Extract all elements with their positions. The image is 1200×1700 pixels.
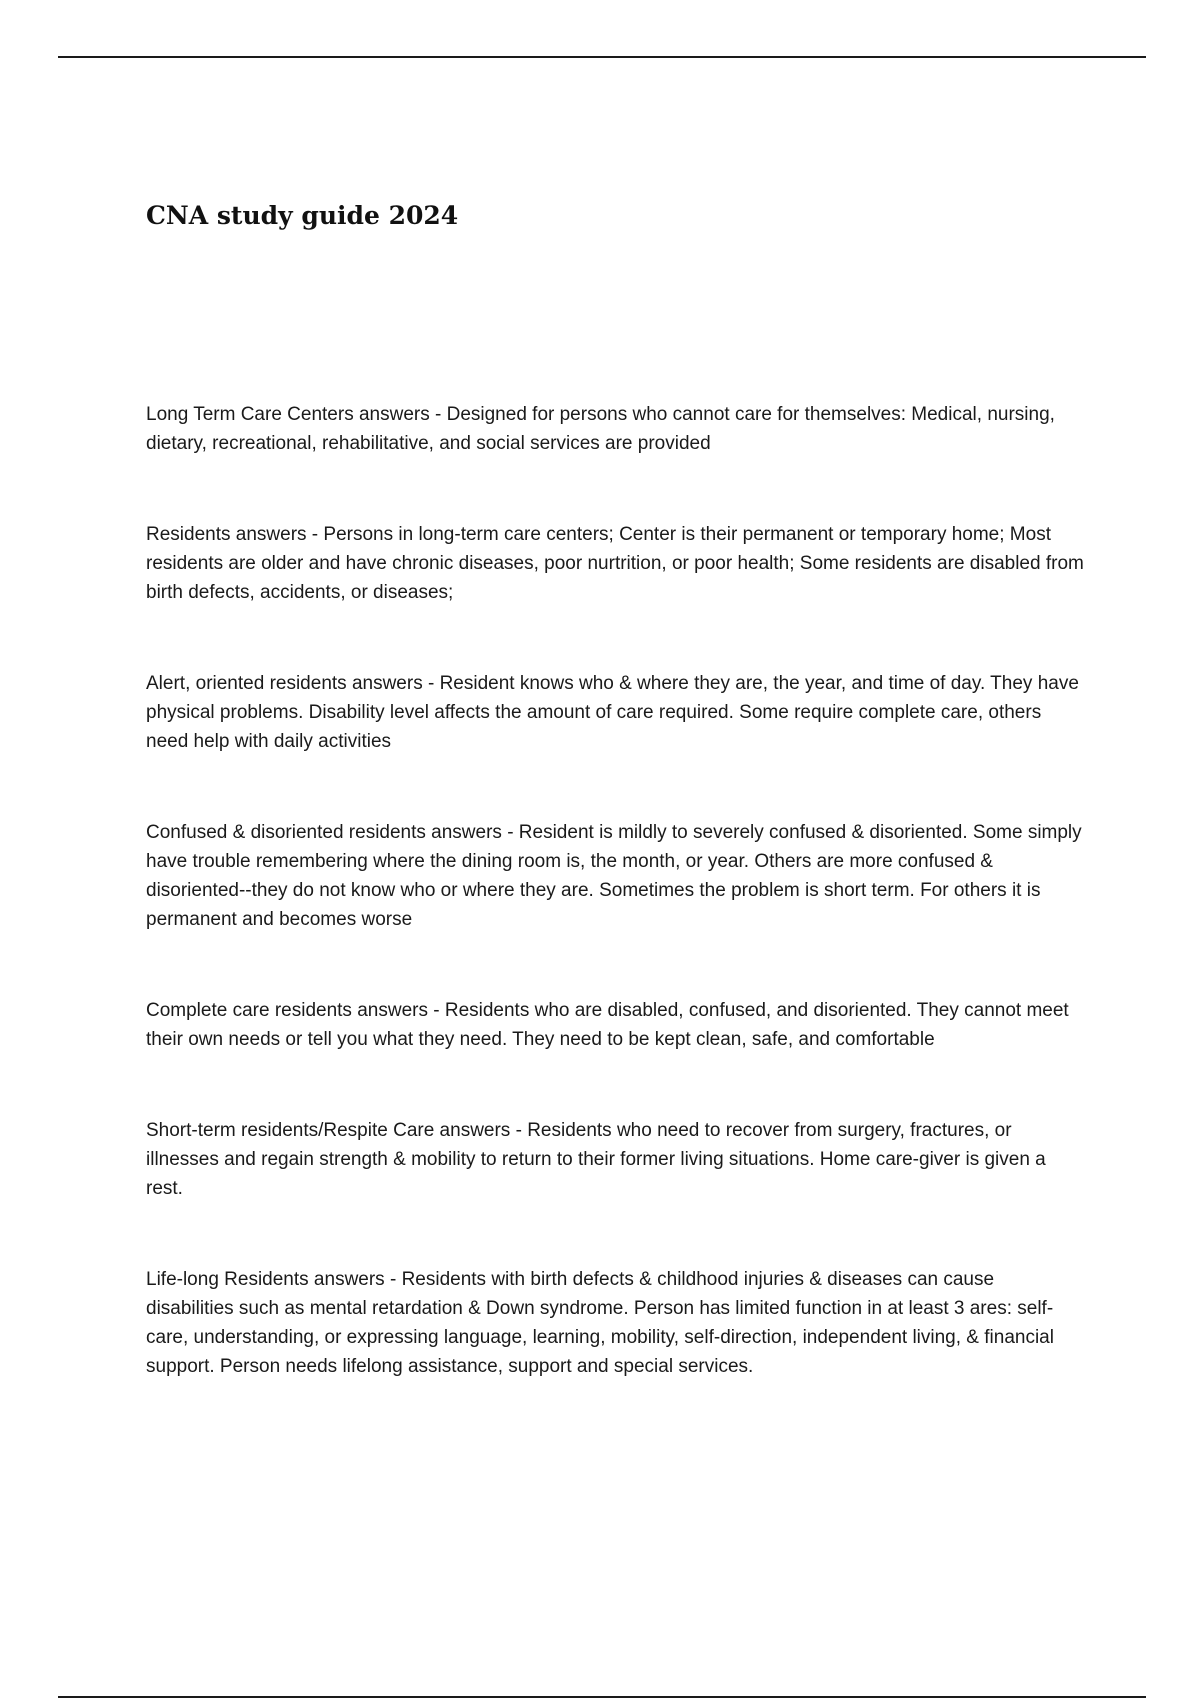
entry-residents: Residents answers - Persons in long-term care centers; Center is their permanent or temporary home; Most residents are older and have chronic diseases, poor nurtrition, or poor health; Some residents are disabled from birth defects, accidents, or diseases;: [146, 524, 1084, 603]
bottom-rule: [58, 1696, 1146, 1698]
entry-confused-disoriented-residents: Confused & disoriented residents answers - Resident is mildly to severely confused & disoriented. Some simply have trouble remembering where the dining room is, the month, or year. Others are more confused & disoriented--they do not know who or where they are. Sometimes the problem is short term. For others it is permanent and becomes worse: [146, 822, 1082, 930]
entry-long-term-care-centers: Long Term Care Centers answers - Designed for persons who cannot care for themselves: Medical, nursing, dietary, recreational, rehabilitative, and social services are provided: [146, 404, 1055, 454]
top-rule: [58, 56, 1146, 58]
page-title: CNA study guide 2024: [146, 201, 459, 230]
entry-life-long-residents: Life-long Residents answers - Residents with birth defects & childhood injuries & diseases can cause disabilities such as mental retardation & Down syndrome. Person has limited function in at least 3 ares: self-care, understanding, or expressing language, learning, mobility, self-direction, independent living, & financial support. Person needs lifelong assistance, support and special services.: [146, 1269, 1054, 1377]
entry-complete-care-residents: Complete care residents answers - Residents who are disabled, confused, and disoriented. They cannot meet their own needs or tell you what they need. They need to be kept clean, safe, and comfortable: [146, 1000, 1069, 1050]
entry-list: [146, 400, 1086, 1443]
entry-short-term-residents: Short-term residents/Respite Care answers - Residents who need to recover from surgery, fractures, or illnesses and regain strength & mobility to return to their former living situations. Home care-giver is given a rest.: [146, 1120, 1046, 1199]
entry-alert-oriented-residents: Alert, oriented residents answers - Resident knows who & where they are, the year, and time of day. They have physical problems. Disability level affects the amount of care required. Some require complete care, others need help with daily activities: [146, 673, 1079, 752]
